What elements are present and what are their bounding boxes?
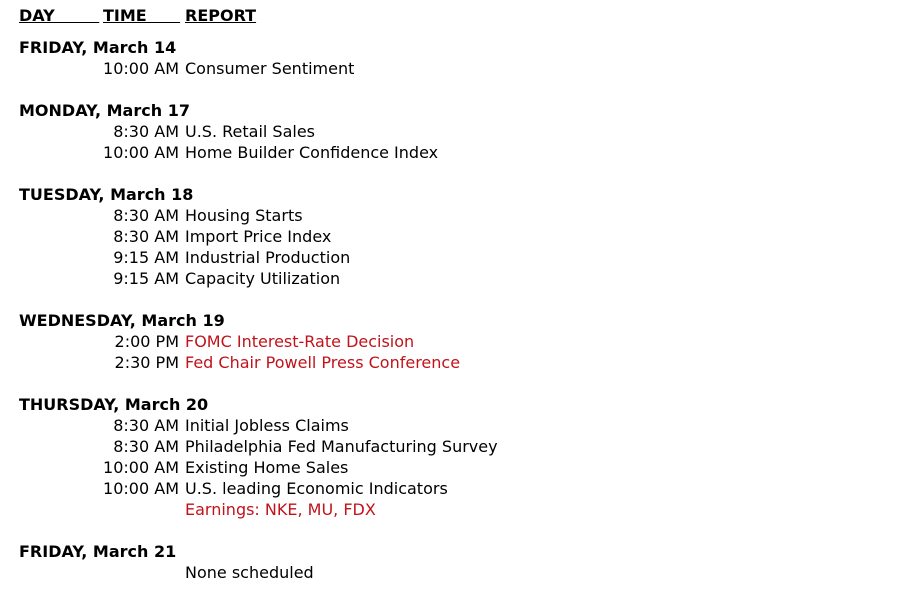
event-report: Home Builder Confidence Index (185, 143, 439, 162)
column-header (19, 6, 319, 27)
event-row (19, 436, 879, 457)
event-report: Philadelphia Fed Manufacturing Survey (185, 437, 498, 456)
day-block (19, 394, 879, 520)
event-row (19, 562, 879, 583)
event-row (19, 142, 879, 163)
event-report: Import Price Index (185, 227, 332, 246)
event-row (19, 457, 879, 478)
event-report: Housing Starts (185, 206, 303, 225)
event-report: Fed Chair Powell Press Conference (185, 353, 461, 372)
event-report: U.S. leading Economic Indicators (185, 479, 448, 498)
event-report: Initial Jobless Claims (185, 416, 349, 435)
day-title: FRIDAY, March 21 (19, 542, 177, 561)
event-report: None scheduled (185, 563, 314, 582)
event-time: 8:30 AM (113, 227, 179, 246)
event-row (19, 268, 879, 289)
event-row (19, 226, 879, 247)
event-time: 9:15 AM (113, 248, 179, 267)
event-time: 10:00 AM (103, 143, 179, 162)
event-report: Existing Home Sales (185, 458, 349, 477)
event-time: 8:30 AM (113, 437, 179, 456)
event-report: Earnings: NKE, MU, FDX (185, 500, 376, 519)
event-time: 2:30 PM (114, 353, 179, 372)
event-row (19, 478, 879, 499)
event-row (19, 247, 879, 268)
day-title: TUESDAY, March 18 (19, 185, 194, 204)
event-time: 2:00 PM (114, 332, 179, 351)
event-time: 8:30 AM (113, 416, 179, 435)
event-report: U.S. Retail Sales (185, 122, 316, 141)
day-title: THURSDAY, March 20 (19, 395, 209, 414)
event-report: Capacity Utilization (185, 269, 341, 288)
event-time: 8:30 AM (113, 206, 179, 225)
event-row (19, 58, 879, 79)
event-time: 10:00 AM (103, 479, 179, 498)
event-time: 8:30 AM (113, 122, 179, 141)
event-row (19, 415, 879, 436)
event-row (19, 205, 879, 226)
event-row (19, 352, 879, 373)
event-time: 10:00 AM (103, 59, 179, 78)
header-time: TIME (103, 6, 181, 25)
day-title: MONDAY, March 17 (19, 101, 190, 120)
day-title: WEDNESDAY, March 19 (19, 311, 225, 330)
event-time: 10:00 AM (103, 458, 179, 477)
day-block (19, 310, 879, 373)
header-day: DAY (19, 6, 100, 25)
event-row (19, 499, 879, 520)
event-row (19, 331, 879, 352)
event-report: Consumer Sentiment (185, 59, 355, 78)
event-time: 9:15 AM (113, 269, 179, 288)
day-block (19, 37, 879, 79)
event-row (19, 121, 879, 142)
event-report: FOMC Interest-Rate Decision (185, 332, 415, 351)
day-block (19, 184, 879, 289)
day-title: FRIDAY, March 14 (19, 38, 177, 57)
economic-calendar (19, 37, 879, 604)
event-report: Industrial Production (185, 248, 351, 267)
day-block (19, 100, 879, 163)
header-report: REPORT (185, 6, 257, 25)
day-block (19, 541, 879, 583)
